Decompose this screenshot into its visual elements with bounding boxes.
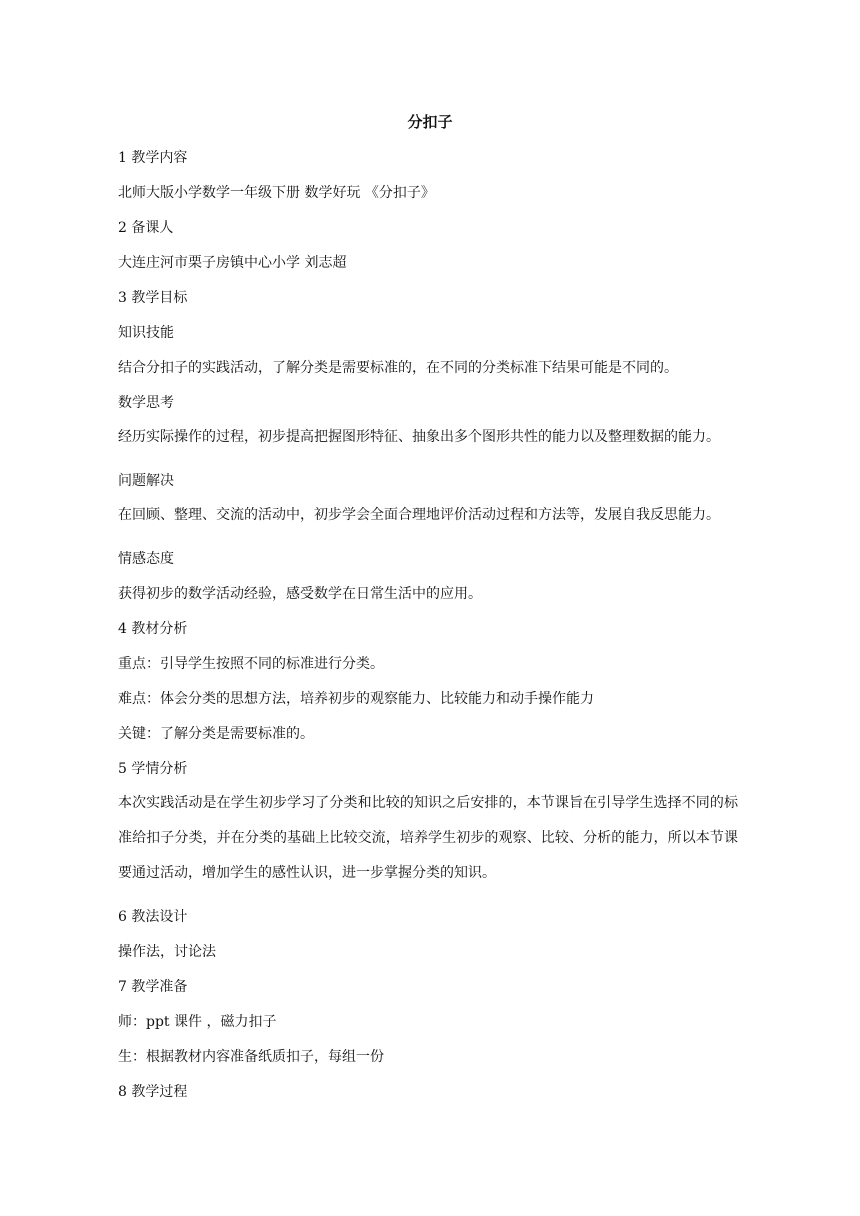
textbook-info: 北师大版小学数学一年级下册 数学好玩 《分扣子》 [118,185,435,201]
method-text: 操作法，讨论法 [118,944,216,960]
section-heading-preparer: 2 备课人 [118,220,174,236]
key-point-text: 重点：引导学生按照不同的标准进行分类。 [118,656,384,672]
teacher-prep-text: 师：ppt 课件 ，磁力扣子 [118,1014,277,1030]
section-heading-preparation: 7 教学准备 [118,979,188,995]
document-title: 分扣子 [407,113,453,131]
subheading-knowledge-skills: 知识技能 [118,325,174,341]
subheading-problem-solving: 问题解决 [118,473,174,489]
student-prep-text: 生：根据教材内容准备纸质扣子，每组一份 [118,1049,384,1065]
section-heading-method-design: 6 教法设计 [118,909,188,925]
student-analysis-text: 本次实践活动是在学生初步学习了分类和比较的知识之后安排的，本节课旨在引导学生选择不同的标准给扣子分类，并在分类的基础上比较交流，培养学生初步的观察、比较、分析的能力，所以本节课要通过活动，增加学生的感性认识，进一步掌握分类的知识。 [118,795,738,881]
section-heading-student-analysis: 5 学情分析 [118,761,188,777]
section-heading-teaching-process: 8 教学过程 [118,1084,188,1100]
problem-solving-text: 在回顾、整理、交流的活动中，初步学会全面合理地评价活动过程和方法等，发展自我反思能力。 [118,507,720,523]
section-heading-teaching-content: 1 教学内容 [118,150,188,166]
section-heading-objectives: 3 教学目标 [118,290,188,306]
math-thinking-text: 经历实际操作的过程，初步提高把握图形特征、抽象出多个图形共性的能力以及整理数据的能力。 [118,429,720,445]
subheading-math-thinking: 数学思考 [118,395,174,411]
emotion-attitude-text: 获得初步的数学活动经验，感受数学在日常生活中的应用。 [118,586,482,602]
knowledge-skills-text: 结合分扣子的实践活动，了解分类是需要标准的，在不同的分类标准下结果可能是不同的。 [118,360,678,376]
difficulty-text: 难点：体会分类的思想方法，培养初步的观察能力、比较能力和动手操作能力 [118,691,594,707]
crux-text: 关键：了解分类是需要标准的。 [118,726,314,742]
preparer-info: 大连庄河市栗子房镇中心小学 刘志超 [118,255,347,271]
subheading-emotion-attitude: 情感态度 [118,551,174,567]
section-heading-material-analysis: 4 教材分析 [118,621,188,637]
document-body [118,146,738,1104]
